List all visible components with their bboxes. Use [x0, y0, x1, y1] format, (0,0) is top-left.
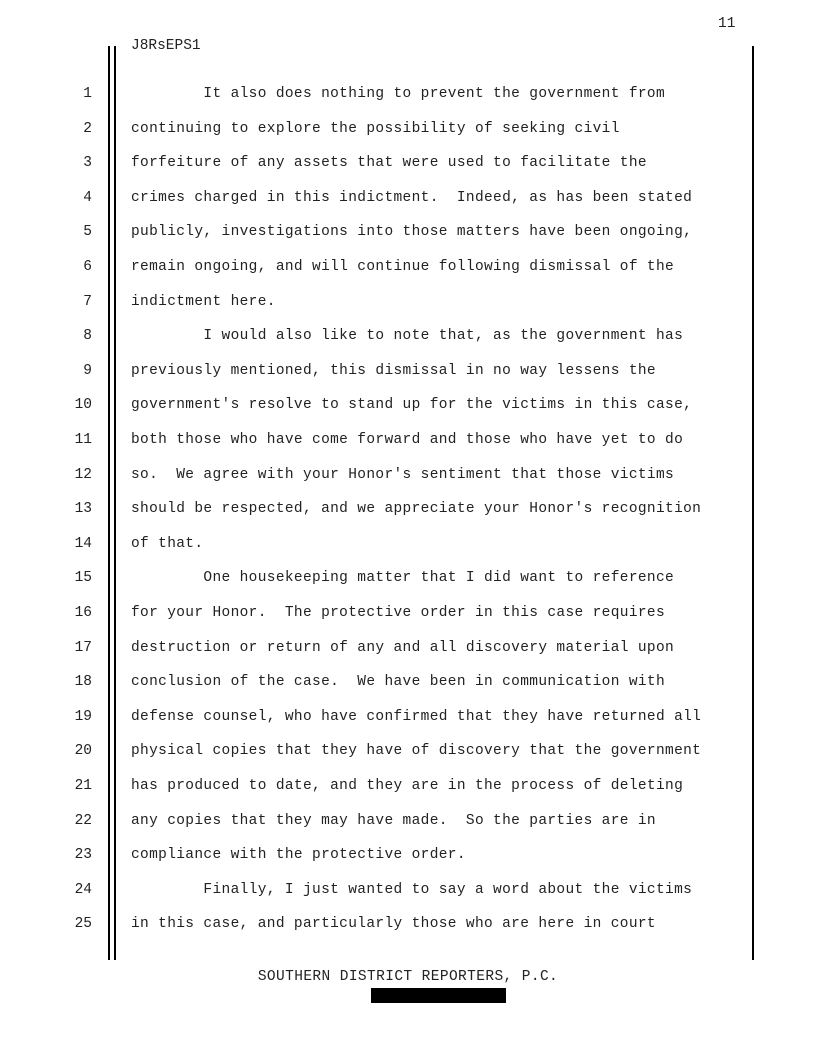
line-number: 6 — [83, 259, 92, 275]
line-text: remain ongoing, and will continue following dismissal of the — [131, 259, 675, 275]
line-text: compliance with the protective order. — [131, 847, 466, 864]
line-text: any copies that they may have made. So the parties are in — [131, 812, 656, 829]
transcript-line — [0, 259, 816, 279]
line-number: 21 — [74, 778, 92, 794]
footer-reporter: SOUTHERN DISTRICT REPORTERS, P.C. — [257, 969, 559, 985]
line-text: both those who have come forward and those who have yet to do — [131, 432, 684, 448]
transcript-line — [0, 121, 816, 141]
line-number: 8 — [83, 328, 92, 345]
transcript-line — [0, 640, 816, 660]
line-number: 7 — [83, 293, 92, 310]
transcript-line — [0, 86, 816, 106]
line-number: 10 — [74, 397, 92, 414]
line-text: for your Honor. The protective order in this case requires — [131, 605, 666, 621]
line-text: publicly, investigations into those matters have been ongoing, — [131, 224, 693, 241]
line-text: forfeiture of any assets that were used to facilitate the — [131, 155, 647, 172]
line-number: 13 — [74, 501, 92, 518]
transcript-line — [0, 155, 816, 175]
transcript-line — [0, 294, 816, 314]
line-number: 11 — [74, 432, 92, 448]
line-text: destruction or return of any and all discovery material upon — [131, 639, 675, 656]
transcript-line — [0, 224, 816, 244]
line-number: 12 — [74, 466, 92, 483]
line-number: 5 — [83, 224, 92, 241]
transcript-line — [0, 916, 816, 936]
transcript-line — [0, 674, 816, 694]
transcript-line — [0, 813, 816, 833]
line-text: Finally, I just wanted to say a word about the victims — [131, 881, 693, 898]
line-text: indictment here. — [131, 293, 276, 310]
case-id: J8RsEPS1 — [131, 38, 201, 54]
transcript-line — [0, 190, 816, 210]
line-text: in this case, and particularly those who are here in court — [131, 916, 656, 933]
line-text: should be respected, and we appreciate your Honor's recognition — [131, 501, 702, 518]
line-number: 4 — [83, 189, 92, 206]
line-number: 19 — [74, 708, 92, 725]
line-number: 17 — [74, 639, 92, 656]
transcript-line — [0, 328, 816, 348]
line-number: 1 — [83, 86, 92, 102]
transcript-line — [0, 536, 816, 556]
line-text: defense counsel, who have confirmed that they have returned all — [131, 708, 702, 725]
transcript-line — [0, 709, 816, 729]
line-number: 24 — [74, 881, 92, 898]
line-text: One housekeeping matter that I did want to reference — [131, 570, 675, 587]
line-text: continuing to explore the possibility of seeking civil — [131, 120, 620, 137]
line-number: 2 — [83, 120, 92, 137]
redaction-bar — [371, 988, 506, 1003]
transcript-line — [0, 363, 816, 383]
line-number: 25 — [74, 916, 92, 933]
transcript-line — [0, 501, 816, 521]
line-text: government's resolve to stand up for the victims in this case, — [131, 397, 693, 414]
transcript-line — [0, 570, 816, 590]
line-number: 22 — [74, 812, 92, 829]
transcript-line — [0, 847, 816, 867]
transcript-line — [0, 778, 816, 798]
line-number: 15 — [74, 570, 92, 587]
line-text: has produced to date, and they are in the process of deleting — [131, 778, 684, 794]
line-number: 18 — [74, 674, 92, 691]
line-text: I would also like to note that, as the government has — [131, 328, 684, 345]
transcript-line — [0, 743, 816, 763]
line-text: of that. — [131, 535, 204, 552]
transcript-line — [0, 432, 816, 452]
line-number: 9 — [83, 362, 92, 379]
transcript-line — [0, 467, 816, 487]
line-text: crimes charged in this indictment. Indeed, as has been stated — [131, 189, 693, 206]
line-text: previously mentioned, this dismissal in no way lessens the — [131, 362, 656, 379]
line-number: 23 — [74, 847, 92, 864]
line-number: 3 — [83, 155, 92, 172]
line-number: 16 — [74, 605, 92, 621]
page-number: 11 — [718, 16, 736, 32]
line-number: 20 — [74, 743, 92, 760]
line-text: conclusion of the case. We have been in communication with — [131, 674, 666, 691]
line-text: It also does nothing to prevent the government from — [131, 86, 666, 102]
line-text: physical copies that they have of discovery that the government — [131, 743, 702, 760]
transcript-line — [0, 882, 816, 902]
transcript-line — [0, 397, 816, 417]
transcript-line — [0, 605, 816, 625]
line-number: 14 — [74, 535, 92, 552]
line-text: so. We agree with your Honor's sentiment that those victims — [131, 466, 675, 483]
